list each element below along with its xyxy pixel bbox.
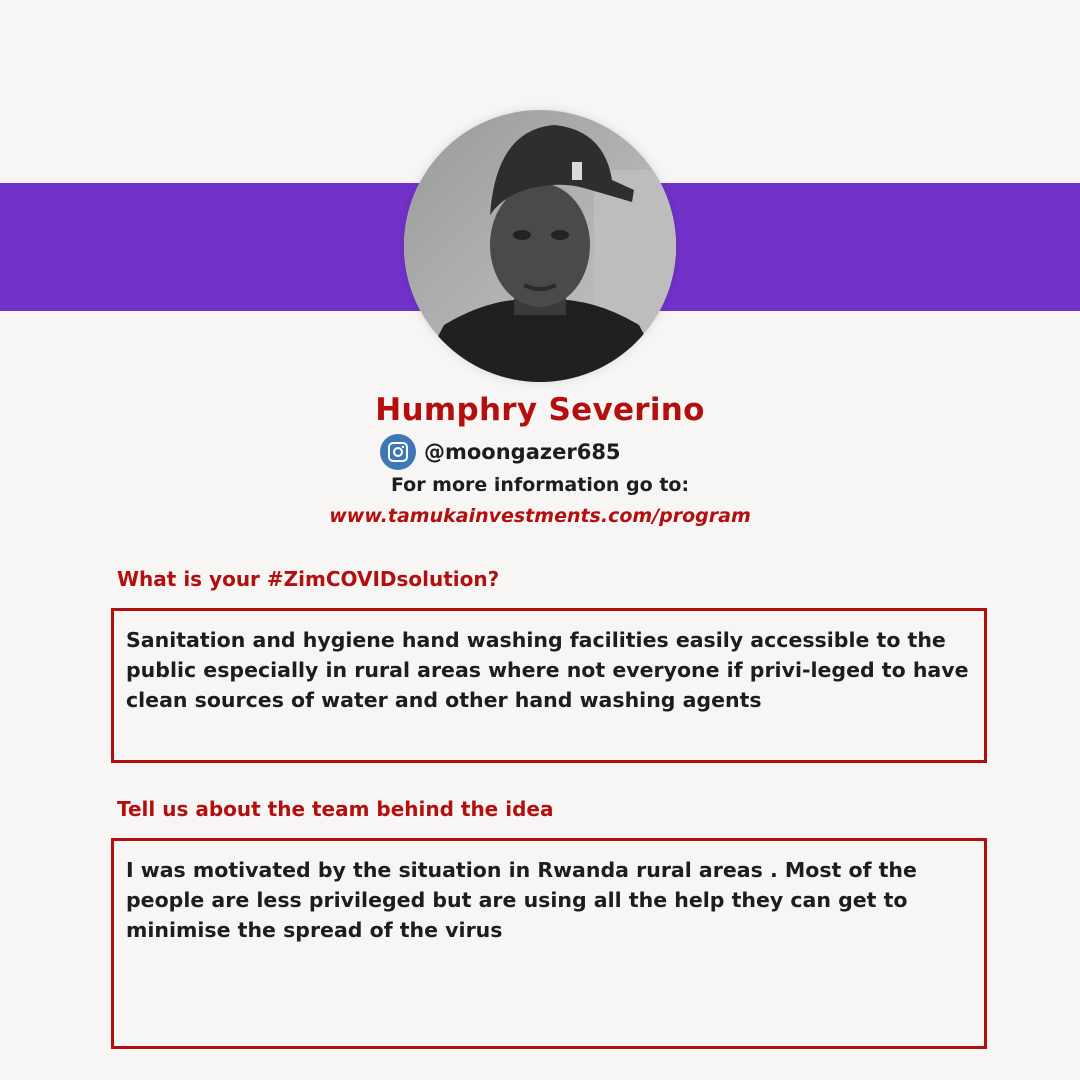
question-label-solution: What is your #ZimCOVIDsolution? (117, 567, 500, 591)
question-label-team: Tell us about the team behind the idea (117, 797, 554, 821)
profile-name: Humphry Severino (375, 392, 705, 428)
instagram-handle-row (380, 433, 621, 471)
avatar-photo (404, 110, 676, 382)
answer-text-team: I was motivated by the situation in Rwanda rural areas . Most of the people are less privileged but are using all the help they can get to minimise the spread of the virus (126, 858, 917, 942)
avatar (404, 110, 676, 382)
instagram-handle: @moongazer685 (424, 440, 621, 464)
program-link[interactable]: www.tamukainvestments.com/program (329, 505, 751, 527)
answer-box-solution (111, 608, 987, 763)
instagram-icon (380, 434, 416, 470)
info-text: For more information go to: (390, 474, 690, 496)
answer-box-team (111, 838, 987, 1049)
answer-text-solution: Sanitation and hygiene hand washing facilities easily accessible to the public especially in rural areas where not everyone if privi-leged to have clean sources of water and other hand washing agents (126, 628, 969, 712)
